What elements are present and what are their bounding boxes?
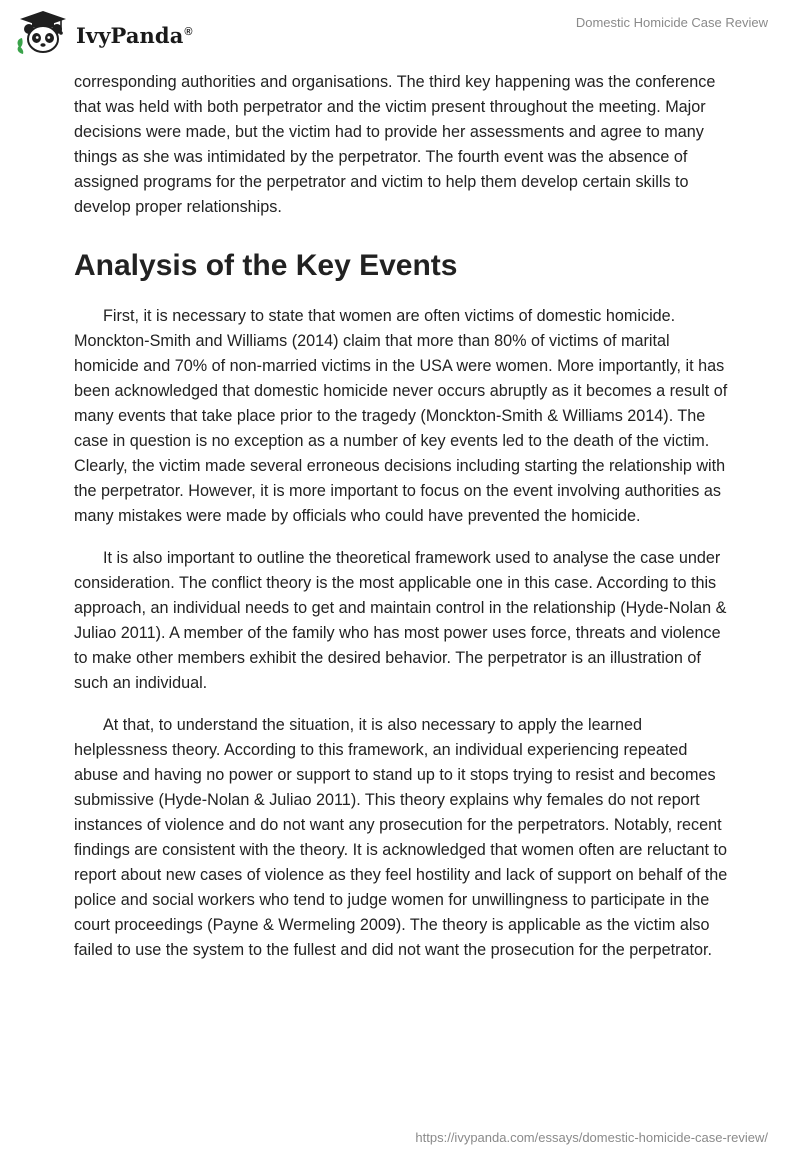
paragraph-gap xyxy=(74,696,730,713)
source-url-link[interactable]: https://ivypanda.com/essays/domestic-homicide-case-review/ xyxy=(415,1130,768,1145)
document-title: Domestic Homicide Case Review xyxy=(575,15,768,30)
registered-mark: ® xyxy=(184,25,193,38)
paragraph-gap xyxy=(74,529,730,546)
section-heading: Analysis of the Key Events xyxy=(74,249,458,282)
body-paragraph-2: It is also important to outline the theoretical framework used to analyse the case under consideration. The conflict theory is the most applicable one in this case. According to this approach, an individual needs to get and maintain control in the relationship (Hyde-Nolan & Juliao 2011). A member of the family who has most power uses force, threats and violence to make other members exhibit the desired behavior. The perpetrator is an illustration of such an individual. xyxy=(74,549,727,692)
ivypanda-logo[interactable] xyxy=(14,8,193,58)
essay-content xyxy=(74,70,730,963)
body-paragraph-1: First, it is necessary to state that women are often victims of domestic homicide. Monckton-Smith and Williams (2014) claim that more than 80% of victims of marital homicide and 70% of non-married victims in the USA were women. More importantly, it has been acknowledged that domestic homicide never occurs abruptly as it becomes a result of many events that take place prior to the tragedy (Monckton-Smith & Williams 2014). The case in question is no exception as a number of key events led to the death of the victim. Clearly, the victim made several erroneous decisions including starting the relationship with the perpetrator. However, it is more important to focus on the event involving authorities as many mistakes were made by officials who could have prevented the homicide. xyxy=(74,307,728,525)
page-header xyxy=(0,0,800,66)
intro-paragraph: corresponding authorities and organisations. The third key happening was the conference that was held with both perpetrator and the victim present throughout the meeting. Major decisions were made, but the victim had to provide her assessments and agree to many things as she was intimidated by the perpetrator. The fourth event was the absence of assigned programs for the perpetrator and victim to help them develop certain skills to develop proper relationships. xyxy=(74,73,716,216)
panda-graduate-icon xyxy=(14,8,72,58)
brand-name: IvyPanda® xyxy=(76,22,193,48)
body-paragraph-3: At that, to understand the situation, it is also necessary to apply the learned helplessness theory. According to this framework, an individual experiencing repeated abuse and having no power or support to stand up to it stops trying to resist and becomes submissive (Hyde-Nolan & Juliao 2011). This theory explains why females do not report instances of violence and do not want any prosecution for the perpetrators. Notably, recent findings are consistent with the theory. It is acknowledged that women often are reluctant to report about new cases of violence as they feel hostility and lack of support on behalf of the police and social workers who tend to judge women for unwillingness to participate in the court proceedings (Payne & Wermeling 2009). The theory is applicable as the victim also failed to use the system to the fullest and did not want the prosecution for the perpetrator. xyxy=(74,716,728,959)
